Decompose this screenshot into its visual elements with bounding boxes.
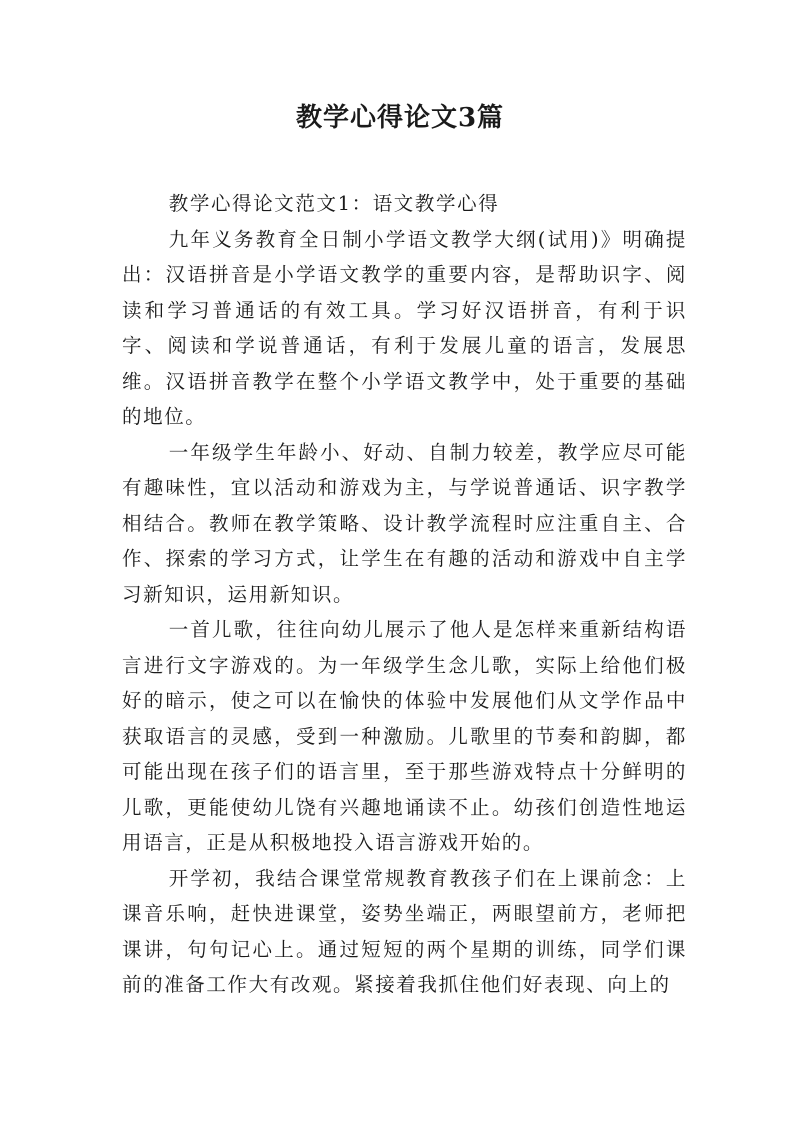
paragraph-1: 九年义务教育全日制小学语文教学大纲(试用)》明确提出：汉语拼音是小学语文教学的重要内容，是帮助识字、阅读和学习普通话的有效工具。学习好汉语拼音，有利于识字、阅读和学说普通话，有利于发展儿童的语言，发展思维。汉语拼音教学在整个小学语文教学中，处于重要的基础的地位。 <box>122 227 687 428</box>
document-body <box>122 186 687 1003</box>
document-title: 教学心得论文3篇 <box>295 103 505 133</box>
paragraph-3: 一首儿歌，往往向幼儿展示了他人是怎样来重新结构语言进行文字游戏的。为一年级学生念儿歌，实际上给他们极好的暗示，使之可以在愉快的体验中发展他们从文学作品中获取语言的灵感，受到一种激励。儿歌里的节奏和韵脚，都可能出现在孩子们的语言里，至于那些游戏特点十分鲜明的儿歌，更能使幼儿饶有兴趣地诵读不止。幼孩们创造性地运用语言，正是从积极地投入语言游戏开始的。 <box>122 618 687 854</box>
section-subheading: 教学心得论文范文1：语文教学心得 <box>168 192 500 215</box>
paragraph-2: 一年级学生年龄小、好动、自制力较差，教学应尽可能有趣味性，宜以活动和游戏为主，与学说普通话、识字教学相结合。教师在教学策略、设计教学流程时应注重自主、合作、探索的学习方式，让学生在有趣的活动和游戏中自主学习新知识，运用新知识。 <box>122 440 687 606</box>
paragraph-4: 开学初，我结合课堂常规教育教孩子们在上课前念：上课音乐响，赶快进课堂，姿势坐端正，两眼望前方，老师把课讲，句句记心上。通过短短的两个星期的训练，同学们课前的准备工作大有改观。紧接着我抓住他们好表现、向上的 <box>122 866 687 996</box>
